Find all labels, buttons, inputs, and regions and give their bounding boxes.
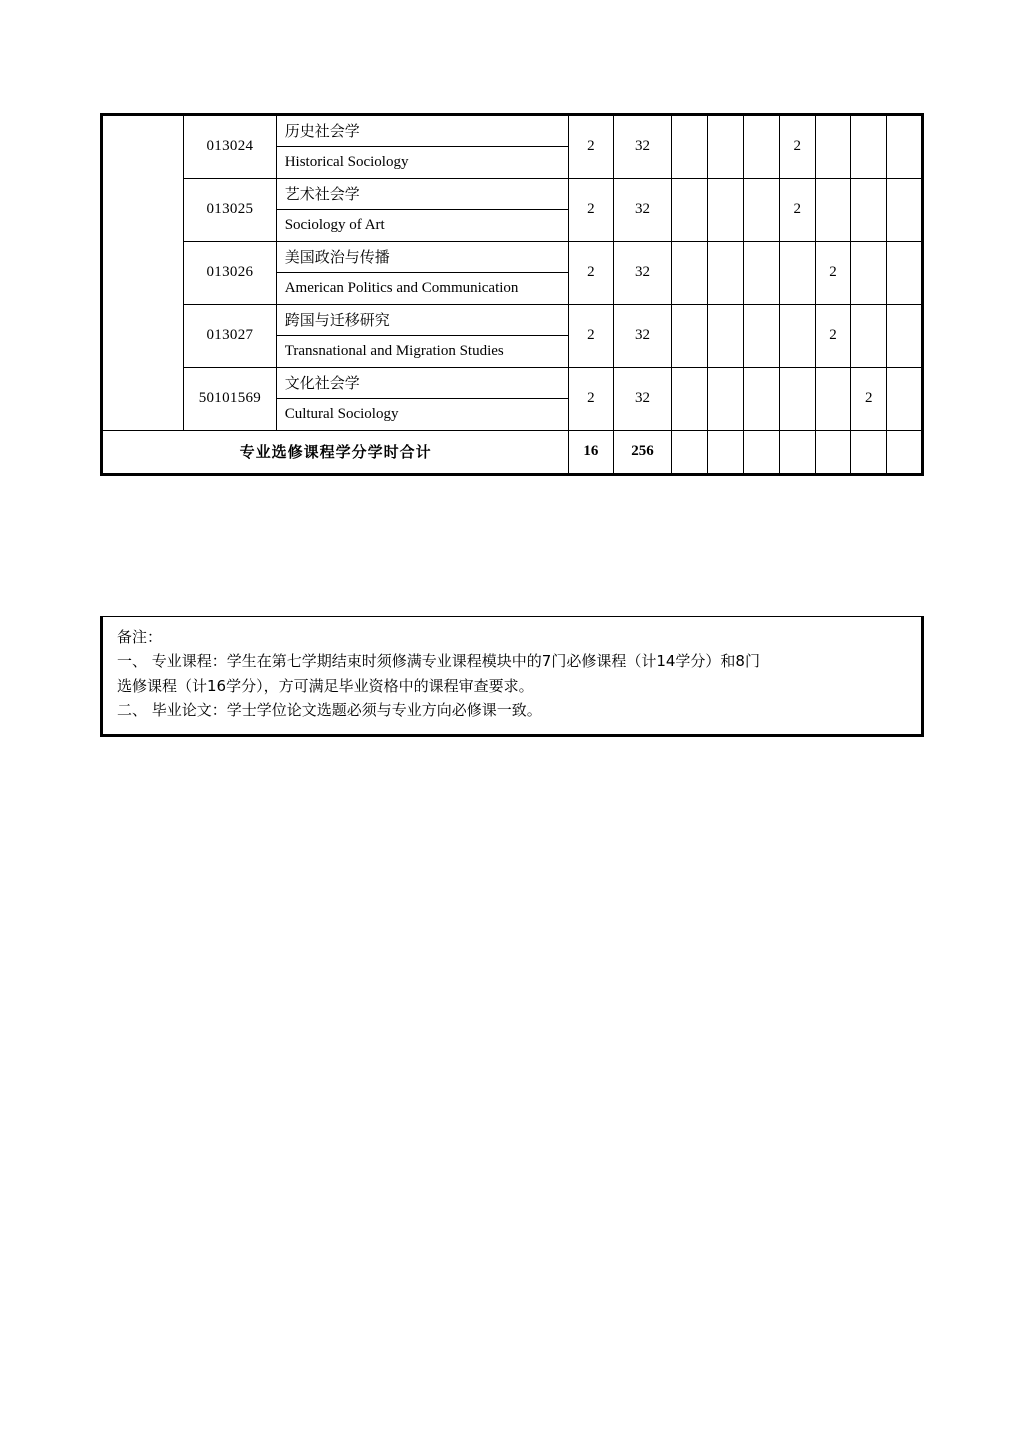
- term-cell: [672, 178, 708, 241]
- term-cell: [744, 178, 780, 241]
- total-label: 专业选修课程学分学时合计: [102, 430, 569, 474]
- course-name-en: Sociology of Art: [284, 216, 385, 233]
- term-cell: [815, 178, 851, 241]
- term-cell: 2: [815, 241, 851, 304]
- course-name-cn: 文化社会学: [277, 368, 569, 399]
- course-name-cn: 历史社会学: [277, 116, 569, 147]
- term-cell: [815, 367, 851, 430]
- notes-line-1: 一、 专业课程：学生在第七学期结束时须修满专业课程模块中的7门必修课程（计14学分）和8门: [117, 652, 760, 671]
- table-row: [102, 304, 923, 367]
- term-cell: [672, 115, 708, 179]
- term-cell: [708, 241, 744, 304]
- term-cell: [887, 241, 923, 304]
- course-name-en: American Politics and Communication: [284, 279, 519, 296]
- course-name: [276, 241, 569, 304]
- course-name-en: Transnational and Migration Studies: [284, 342, 504, 359]
- course-code: 013025: [184, 178, 277, 241]
- course-hours: 32: [613, 115, 672, 179]
- total-term-cell: [851, 430, 887, 474]
- course-name-en: Cultural Sociology: [284, 405, 399, 422]
- term-cell: [708, 115, 744, 179]
- course-code: 013027: [184, 304, 277, 367]
- term-cell: [851, 241, 887, 304]
- term-cell: [851, 304, 887, 367]
- course-credit: 2: [569, 115, 613, 179]
- course-credit: 2: [569, 304, 613, 367]
- term-cell: [779, 304, 815, 367]
- term-cell: [887, 367, 923, 430]
- term-cell: [744, 304, 780, 367]
- course-name: [276, 367, 569, 430]
- term-cell: [887, 178, 923, 241]
- term-cell: [708, 304, 744, 367]
- term-cell: [672, 367, 708, 430]
- term-cell: [887, 115, 923, 179]
- course-name-cn: 艺术社会学: [277, 179, 569, 210]
- total-term-cell: [708, 430, 744, 474]
- term-cell: 2: [815, 304, 851, 367]
- notes-title: 备注：: [117, 628, 163, 646]
- notes-line-2: 选修课程（计16学分），方可满足毕业资格中的课程审查要求。: [117, 676, 534, 695]
- total-term-cell: [815, 430, 851, 474]
- table-row: [102, 115, 923, 179]
- course-name: [276, 304, 569, 367]
- course-hours: 32: [613, 367, 672, 430]
- term-cell: [815, 115, 851, 179]
- term-cell: [779, 241, 815, 304]
- term-cell: 2: [851, 367, 887, 430]
- table-total-row: [102, 430, 923, 474]
- course-code: 013026: [184, 241, 277, 304]
- course-name: [276, 115, 569, 179]
- course-credit: 2: [569, 178, 613, 241]
- term-cell: [744, 241, 780, 304]
- term-cell: [779, 367, 815, 430]
- term-cell: [744, 115, 780, 179]
- course-credit: 2: [569, 367, 613, 430]
- row-group-stripe: [102, 115, 184, 431]
- total-term-cell: [887, 430, 923, 474]
- course-name: [276, 178, 569, 241]
- total-credit: 16: [569, 430, 613, 474]
- course-code: 50101569: [184, 367, 277, 430]
- total-term-cell: [744, 430, 780, 474]
- course-table: [100, 113, 924, 476]
- table-row: [102, 178, 923, 241]
- course-code: 013024: [184, 115, 277, 179]
- course-hours: 32: [613, 241, 672, 304]
- term-cell: [672, 304, 708, 367]
- course-hours: 32: [613, 304, 672, 367]
- term-cell: [887, 304, 923, 367]
- total-term-cell: [779, 430, 815, 474]
- term-cell: [851, 178, 887, 241]
- notes-block: [100, 616, 924, 737]
- notes-line-3: 二、 毕业论文：学士学位论文选题必须与专业方向必修课一致。: [117, 700, 542, 719]
- total-hours: 256: [613, 430, 672, 474]
- course-hours: 32: [613, 178, 672, 241]
- course-name-en: Historical Sociology: [284, 153, 409, 170]
- term-cell: [851, 115, 887, 179]
- total-term-cell: [672, 430, 708, 474]
- term-cell: [708, 367, 744, 430]
- term-cell: [672, 241, 708, 304]
- course-name-cn: 美国政治与传播: [277, 242, 569, 273]
- term-cell: 2: [779, 178, 815, 241]
- table-row: [102, 367, 923, 430]
- term-cell: 2: [779, 115, 815, 179]
- table-row: [102, 241, 923, 304]
- course-name-cn: 跨国与迁移研究: [277, 305, 569, 336]
- term-cell: [744, 367, 780, 430]
- course-credit: 2: [569, 241, 613, 304]
- term-cell: [708, 178, 744, 241]
